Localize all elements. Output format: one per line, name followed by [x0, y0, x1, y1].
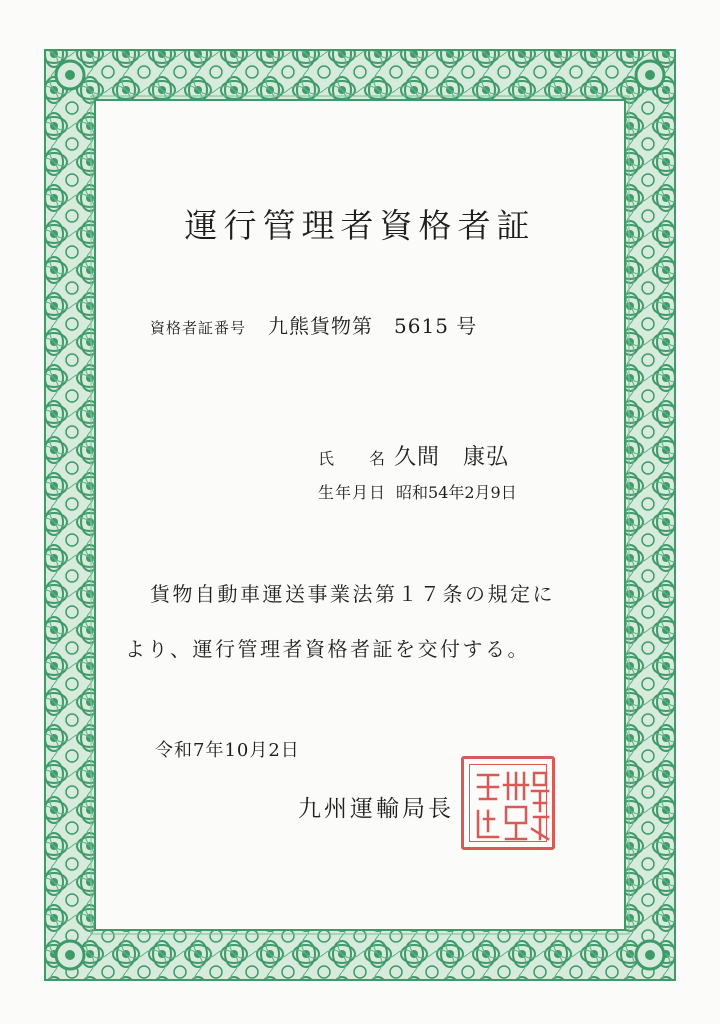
certificate-number-label: 資格者証番号: [150, 319, 247, 337]
birth-date-row: [318, 480, 517, 503]
certificate-title: 運行管理者資格者証: [184, 206, 536, 245]
issue-date: 令和7年10月2日: [155, 740, 300, 761]
certificate-number-row: [150, 310, 477, 339]
birth-date-label: 生年月日: [318, 483, 387, 502]
certificate-number-value: 九熊貨物第 5615 号: [268, 314, 478, 338]
certificate-body-line-2: より、運行管理者資格者証を交付する。: [125, 637, 530, 661]
issuer-name: 九州運輸局長: [298, 796, 454, 822]
certificate-body-line-1: 貨物自動車運送事業法第１７条の規定に: [150, 582, 555, 606]
holder-name-row: [318, 440, 509, 471]
holder-name-label: 氏 名: [318, 449, 387, 468]
official-seal-stamp: [461, 756, 555, 850]
holder-name-value: 久間 康弘: [394, 445, 510, 470]
birth-date-value: 昭和54年2月9日: [396, 483, 517, 502]
